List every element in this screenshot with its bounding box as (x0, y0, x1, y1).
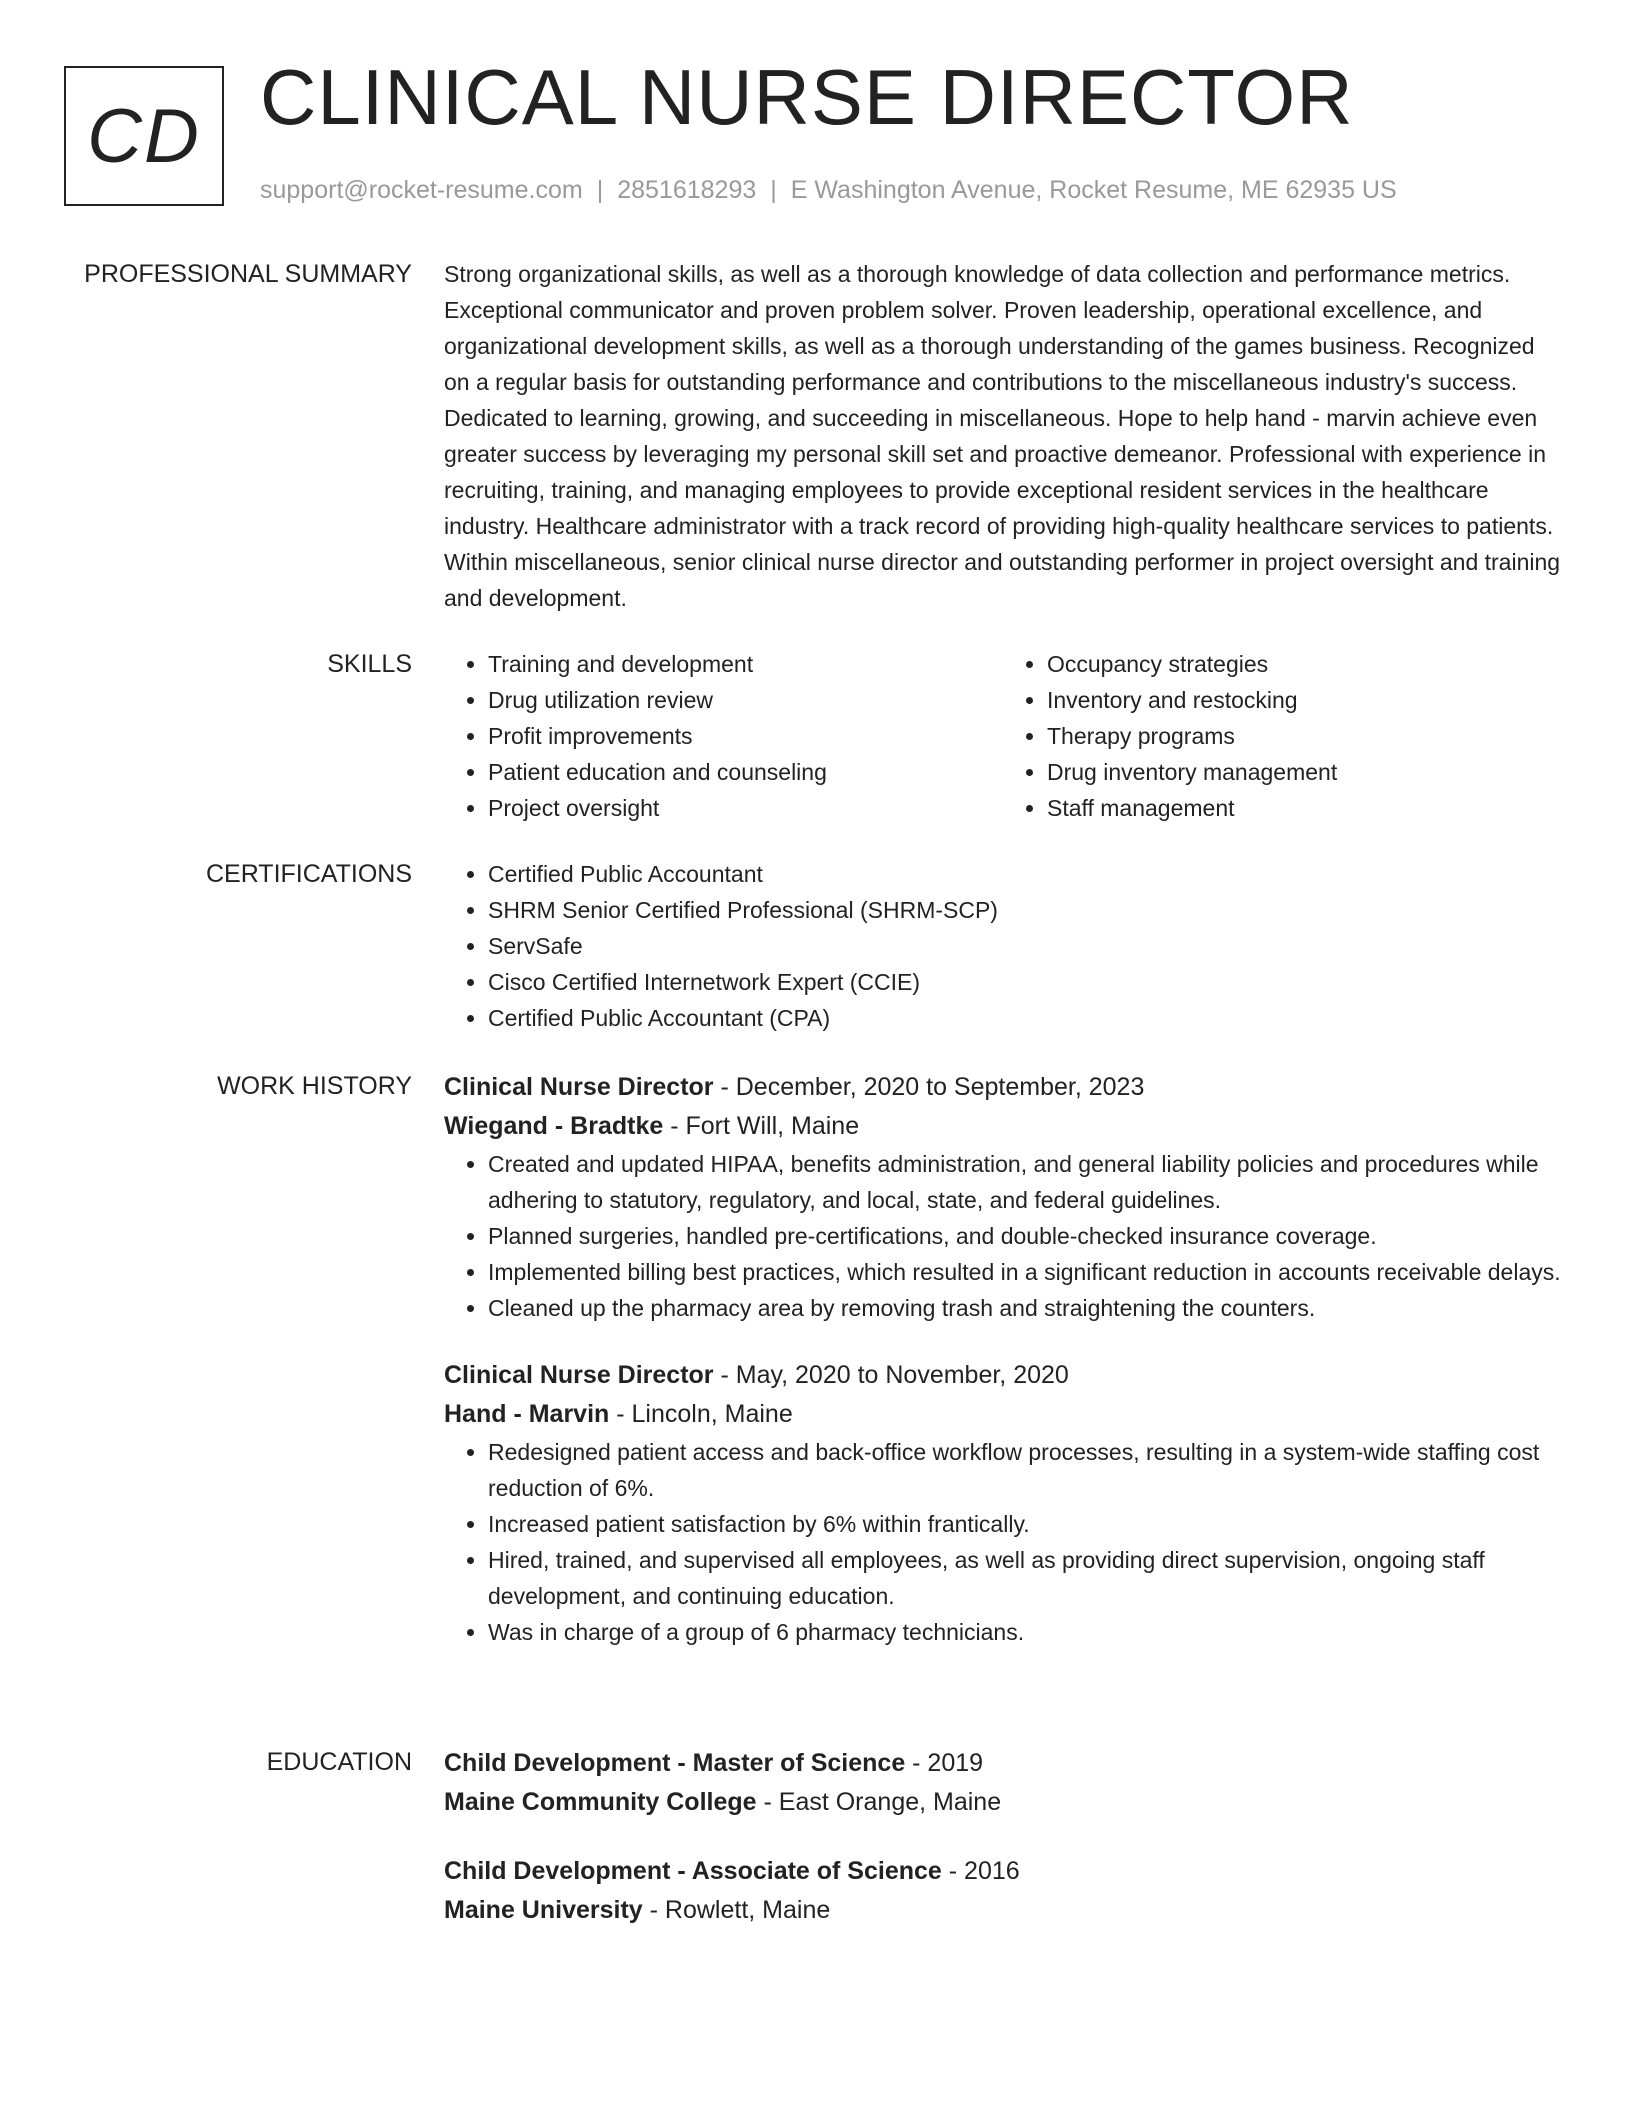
job-bullet: • Was in charge of a group of 6 pharmacy technicians. (488, 1614, 1562, 1650)
skills-grid (444, 646, 1562, 826)
job-dates: - December, 2020 to September, 2023 (713, 1073, 1145, 1101)
job-bullet: • Created and updated HIPAA, benefits administration, and general liability policies and procedures while adhering to statutory, regulatory, and local, state, and federal guidelines. (488, 1146, 1562, 1218)
education-degree: Child Development - Master of Science (444, 1749, 906, 1777)
job-company-line (444, 1107, 1562, 1146)
skills-list-right (1003, 646, 1562, 826)
skills-content (444, 646, 1562, 826)
certification-item: • Cisco Certified Internetwork Expert (CCIE) (488, 964, 1562, 1000)
job-bullet: • Implemented billing best practices, which resulted in a significant reduction in accounts receivable delays. (488, 1254, 1562, 1290)
contact-separator: | (596, 176, 604, 204)
education-year: - 2016 (941, 1857, 1020, 1885)
contact-line (260, 176, 1397, 205)
skills-list-left (444, 646, 1003, 826)
certification-item: • SHRM Senior Certified Professional (SHRM-SCP) (488, 892, 1562, 928)
job-bullets (444, 1434, 1562, 1650)
work-history-content (444, 1068, 1562, 1650)
section-label-summary: PROFESSIONAL SUMMARY (84, 260, 412, 288)
education-degree: Child Development - Associate of Science (444, 1857, 942, 1885)
section-label-certifications: CERTIFICATIONS (205, 860, 412, 888)
education-location: - Rowlett, Maine (642, 1896, 831, 1924)
job-bullet: • Increased patient satisfaction by 6% within frantically. (488, 1506, 1562, 1542)
education-school: Maine Community College (444, 1788, 757, 1816)
certification-item: • Certified Public Accountant (488, 856, 1562, 892)
education-entry (444, 1852, 1562, 1930)
skill-item: • Therapy programs (1047, 718, 1562, 754)
summary-text: Strong organizational skills, as well as a thorough knowledge of data collection and performance metrics. Exceptional communicator and proven problem solver. Proven leadership, operational excellence, and organizational development skills, as well as a thorough understanding of the games business. Recognized on a regular basis for outstanding performance and contributions to the miscellaneous industry's success. Dedicated to learning, growing, and succeeding in miscellaneous. Hope to help hand - marvin achieve even greater success by leveraging my personal skill set and proactive demeanor. Professional with experience in recruiting, training, and managing employees to provide exceptional resident services in the healthcare industry. Healthcare administrator with a track record of providing high-quality healthcare services to patients. Within miscellaneous, senior clinical nurse director and outstanding performer in project oversight and training and development. (444, 261, 1561, 611)
job-location: - Fort Will, Maine (663, 1112, 860, 1140)
contact-separator: | (770, 176, 777, 204)
job-company-line (444, 1395, 1562, 1434)
skill-item: • Staff management (1047, 790, 1562, 826)
job-entry (444, 1356, 1562, 1650)
job-title-line (444, 1356, 1562, 1395)
job-bullet: • Cleaned up the pharmacy area by removing trash and straightening the counters. (488, 1290, 1562, 1326)
certification-item: • ServSafe (488, 928, 1562, 964)
education-year: - 2019 (905, 1749, 984, 1777)
certifications-content (444, 856, 1562, 1036)
education-location: - East Orange, Maine (756, 1788, 1002, 1816)
job-title-line (444, 1068, 1562, 1107)
education-school-line (444, 1783, 1562, 1822)
skill-item: • Project oversight (488, 790, 1003, 826)
job-bullet: • Redesigned patient access and back-office workflow processes, resulting in a system-wide staffing cost reduction of 6%. (488, 1434, 1562, 1506)
skill-item: • Profit improvements (488, 718, 1003, 754)
contact-address: E Washington Avenue, Rocket Resume, ME 62935 US (790, 176, 1397, 204)
job-location: - Lincoln, Maine (609, 1400, 793, 1428)
certifications-list (444, 856, 1562, 1036)
skill-item: • Patient education and counseling (488, 754, 1003, 790)
job-bullet: • Hired, trained, and supervised all employees, as well as providing direct supervision, ongoing staff development, and continuing education. (488, 1542, 1562, 1614)
skill-item: • Occupancy strategies (1047, 646, 1562, 682)
skill-item: • Drug inventory management (1047, 754, 1562, 790)
section-label-education: EDUCATION (266, 1748, 412, 1776)
education-school: Maine University (444, 1896, 643, 1924)
education-degree-line (444, 1852, 1562, 1891)
skill-item: • Inventory and restocking (1047, 682, 1562, 718)
contact-phone: 2851618293 (617, 176, 757, 204)
section-label-skills: SKILLS (327, 650, 412, 678)
education-degree-line (444, 1744, 1562, 1783)
monogram-logo: CD (64, 66, 224, 206)
certification-item: • Certified Public Accountant (CPA) (488, 1000, 1562, 1036)
job-entry (444, 1068, 1562, 1326)
job-title: Clinical Nurse Director (444, 1073, 714, 1101)
skill-item: • Drug utilization review (488, 682, 1003, 718)
education-entry (444, 1744, 1562, 1822)
job-bullets (444, 1146, 1562, 1326)
education-school-line (444, 1891, 1562, 1930)
page-title: CLINICAL NURSE DIRECTOR (260, 53, 1354, 141)
job-company: Hand - Marvin (444, 1400, 610, 1428)
education-content (444, 1744, 1562, 1930)
summary-content (444, 256, 1562, 616)
contact-email: support@rocket-resume.com (260, 176, 583, 204)
skill-item: • Training and development (488, 646, 1003, 682)
job-bullet: • Planned surgeries, handled pre-certifications, and double-checked insurance coverage. (488, 1218, 1562, 1254)
section-label-work-history: WORK HISTORY (217, 1072, 412, 1100)
job-dates: - May, 2020 to November, 2020 (713, 1361, 1069, 1389)
job-company: Wiegand - Bradtke (444, 1112, 664, 1140)
job-title: Clinical Nurse Director (444, 1361, 714, 1389)
